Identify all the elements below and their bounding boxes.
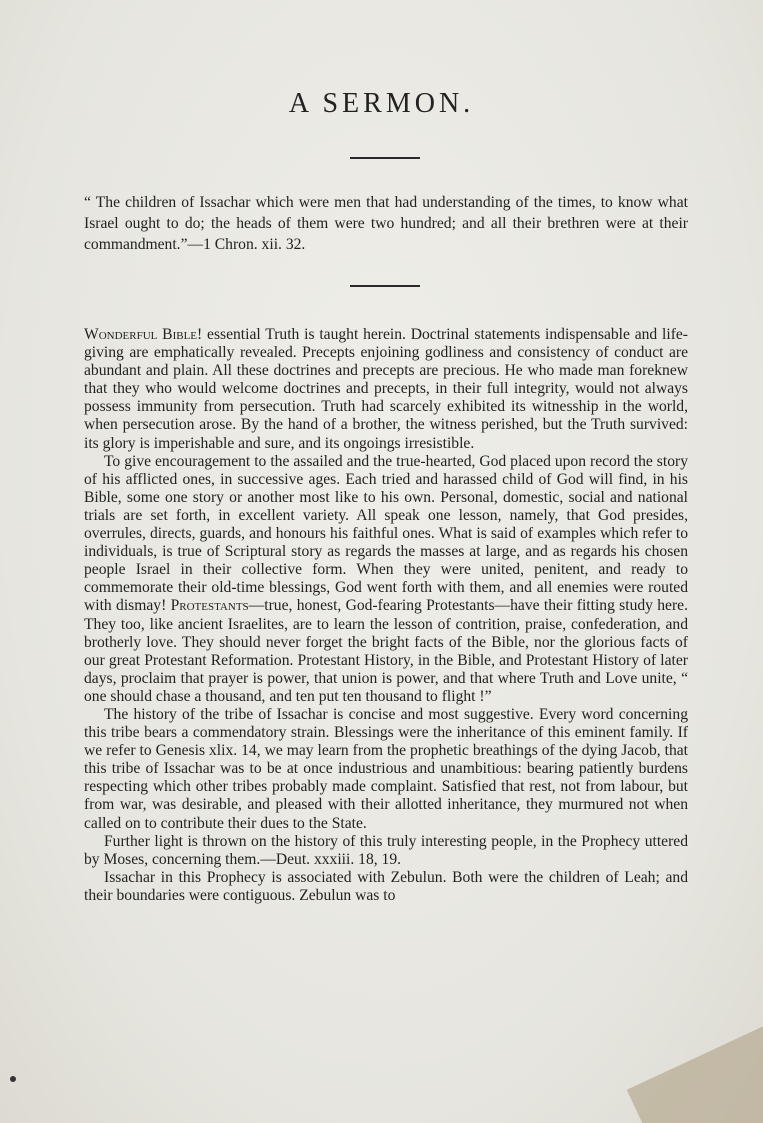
divider-top (350, 157, 420, 159)
lead-words: Wonderful Bible (84, 326, 198, 343)
sermon-body (84, 326, 688, 905)
divider-bottom (350, 285, 420, 287)
page-title: A SERMON. (288, 88, 475, 119)
epigraph: “ The children of Issachar which were men that had understanding of the times, to know what Israel ought to do; the heads of them were two hundred; and all their brethren were at their commandment.”—1 Chron. xii. 32. (84, 194, 688, 253)
paragraph-1 (84, 326, 688, 453)
worn-corner (627, 1026, 763, 1123)
ink-spot (10, 1076, 16, 1082)
smallcaps-term: Protestants (170, 597, 249, 615)
paragraph-3: The history of the tribe of Issachar is concise and most suggestive. Every word concerning this tribe bears a commendatory strain. Blessings were the inheritance of this eminent family. If we refer to Genesis xlix. 14, we may learn from the prophetic breathings of the dying Jacob, that this tribe of Issachar was to be at once industrious and unambitious: bearing patiently burdens respecting which other tribes probably made complaint. Satisfied that rest, not from labour, but from war, was desirable, and pleased with their allotted inheritance, they murmured not when called on to contribute their dues to the State. (84, 705, 688, 832)
paragraph-4: Further light is thrown on the history of this truly interesting people, in the Prophecy uttered by Moses, concerning them.—Deut. xxxiii. 18, 19. (84, 832, 688, 868)
paragraph-text: ! essential Truth is taught herein. Doctrinal statements indispensable and life-giving are emphatically revealed. Precepts enjoining godliness and consistency of conduct are abundant and plain. All these doctrines and precepts are precious. He who made man foreknew that they who would welcome doctrines and precepts, in their full integrity, would not always possess immunity from persecution. Truth had scarcely exhibited its witnesship in the world, when persecution arose. By the hand of a brother, the witness perished, but the Truth survived: its glory is imperishable and sure, and its ongoings irresistible. (84, 326, 688, 452)
paragraph-text: —true, honest, God-fearing Protestants—have their fitting study here. They too, like ancient Israelites, are to learn the lesson of contrition, praise, confederation, and brotherly love. They should never forget the bright facts of the Bible, nor the glorious facts of our great Protestant Reformation. Protestant History, in the Bible, and Protestant History of later days, proclaim that prayer is power, that union is power, and that where Truth and Love unite, “ one should chase a thousand, and ten put ten thousand to flight !” (84, 597, 688, 705)
paragraph-5: Issachar in this Prophecy is associated with Zebulun. Both were the children of Leah; and their boundaries were contiguous. Zebulun was to (84, 868, 688, 904)
paragraph-text: To give encouragement to the assailed and the true-hearted, God placed upon record the story of his afflicted ones, in successive ages. Each tried and harassed child of God will find, in his Bible, some one story or another most like to his own. Personal, domestic, social and national trials are set forth, in excellent variety. All speak one lesson, namely, that God presides, overrules, directs, guards, and honours his faithful ones. What is said of examples which refer to individuals, is true of Scriptural story as regards the masses at large, and as regards his chosen people Israel in their collective form. When they were united, penitent, and ready to commemorate their old-time blessings, God went forth with them, and all enemies were routed with dismay! (84, 452, 688, 615)
paragraph-2 (84, 453, 688, 706)
